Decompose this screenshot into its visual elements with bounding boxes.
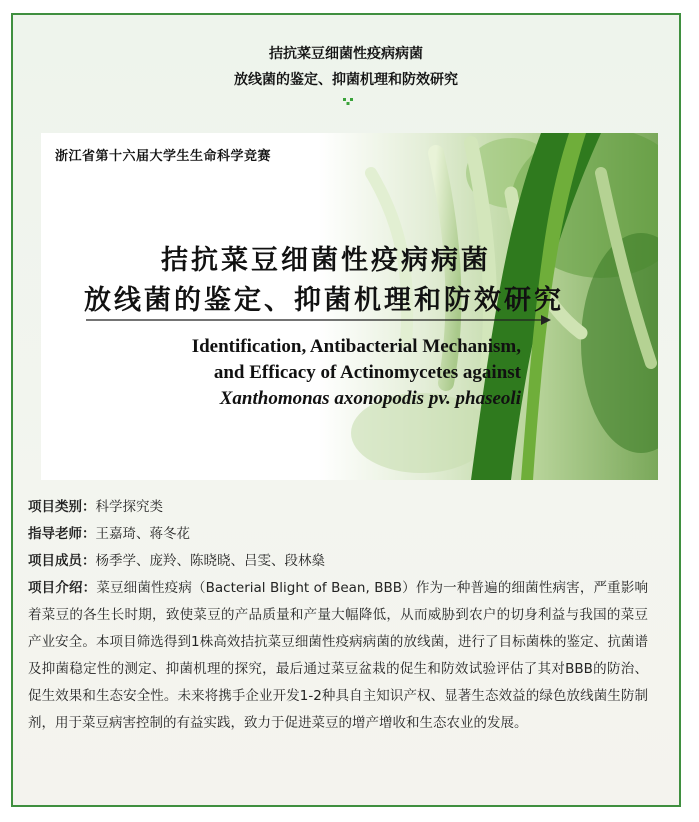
page-title-line1: 拮抗菜豆细菌性疫病病菌 [269,46,423,62]
banner-en-title-line3: Xanthomonas axonopodis pv. phaseoli [219,388,521,409]
project-info [28,494,648,737]
competition-name: 浙江省第十六届大学生生命科学竞赛 [55,149,272,164]
info-advisor-row [28,521,648,548]
page-title-line2: 放线菌的鉴定、抑菌机理和防效研究 [234,72,458,88]
info-category-row [28,494,648,521]
info-intro-row [28,575,648,737]
project-banner-image [41,133,658,480]
divider-ornament-icon [343,98,353,106]
category-value: 科学探究类 [95,499,163,515]
members-label: 项目成员： [28,553,96,569]
banner-cn-title-line2: 放线菌的鉴定、抑菌机理和防效研究 [84,285,564,316]
advisor-value: 王嘉琦、蒋冬花 [95,526,190,542]
banner-cn-title-line1: 拮抗菜豆细菌性疫病病菌 [161,245,491,276]
intro-value: 菜豆细菌性疫病（Bacterial Blight of Bean, BBB）作为一种普遍的细菌性病害，严重影响着菜豆的各生长时期，致使菜豆的产品质量和产量大幅降低，从而威胁到农户的切身利益与我国的菜豆产业安全。本项目筛选得到1株高效拮抗菜豆细菌性疫病病菌的放线菌，进行了目标菌株的鉴定、抗菌谱及抑菌稳定性的测定、抑菌机理的探究，最后通过菜豆盆栽的促生和防效试验评估了其对BBB的防治、促生效果和生态安全性。未来将携手企业开发1-2种具自主知识产权、显著生态效益的绿色放线菌生防制剂，用于菜豆病害控制的有益实践，致力于促进菜豆的增产增收和生态农业的发展。 [28,580,648,731]
banner-en-title-line2: and Efficacy of Actinomycetes against [213,362,521,383]
advisor-label: 指导老师： [28,526,96,542]
info-members-row [28,548,648,575]
banner-en-title-line1: Identification, Antibacterial Mechanism, [191,336,521,357]
category-label: 项目类别： [28,499,96,515]
members-value: 杨季学、庞羚、陈晓晓、吕雯、段林燊 [95,553,325,569]
intro-label: 项目介绍： [28,580,97,596]
